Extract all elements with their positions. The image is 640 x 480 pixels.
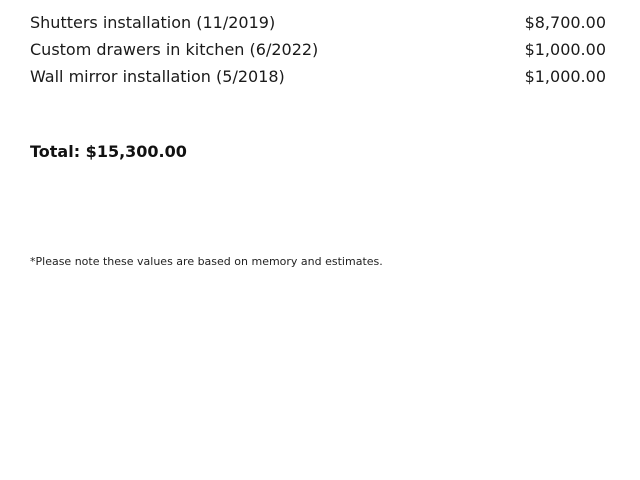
list-item-partial bbox=[30, 0, 610, 9]
footnote: *Please note these values are based on memory and estimates. bbox=[30, 255, 383, 268]
expense-list bbox=[30, 0, 610, 90]
list-item-shutters bbox=[30, 9, 610, 36]
item-amount: $1,000.00 bbox=[524, 40, 606, 59]
list-item-wall-mirror bbox=[30, 63, 610, 90]
item-amount: $8,700.00 bbox=[524, 13, 606, 32]
item-label: Custom drawers in kitchen (6/2022) bbox=[30, 40, 319, 59]
item-label: Shutters installation (11/2019) bbox=[30, 13, 276, 32]
item-amount: $1,000.00 bbox=[524, 67, 606, 86]
list-item-custom-drawers bbox=[30, 36, 610, 63]
item-label: Wall mirror installation (5/2018) bbox=[30, 67, 285, 86]
total-amount: Total: $15,300.00 bbox=[30, 142, 187, 161]
